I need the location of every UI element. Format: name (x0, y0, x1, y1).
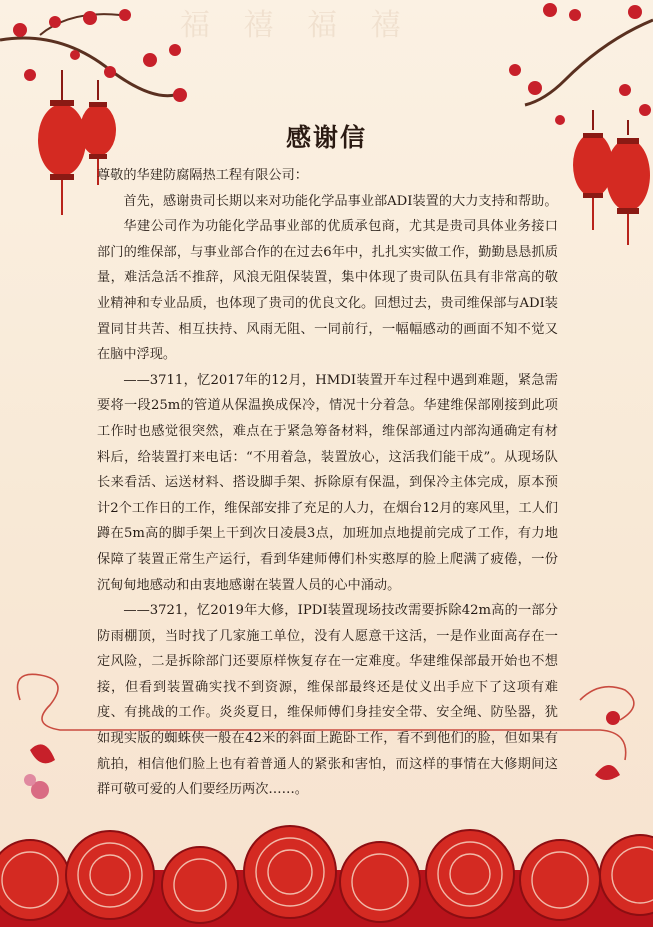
background-watermark: 福 禧 福 禧 (180, 8, 413, 43)
ribbon-swirl-decoration-icon (0, 660, 653, 800)
salutation: 尊敬的华建防腐隔热工程有限公司： (97, 168, 308, 183)
paragraph: ——3721，忆2019年大修，IPDI装置现场技改需要拆除42m高的一部分防雨棚顶，当时找了几家施工单位，没有人愿意干这活，一是作业面高存在一定风险，二是拆除部门还要原样恢复存在一定难度。华建维保部最开始也不想接，但看到装置确实找不到资源，维保部最终还是仗义出手应下了这项有难度、有挑战的工作。炎炎夏日，维保师傅们身挂安全带、安全绳、防坠器，犹如现实版的蜘蛛侠一般在42米的斜面上跪卧工作，看不到他们的脸，但如果有航拍，相信他们脸上也有着普通人的紧张和害怕，而这样的事情在大修期间这群可敬可爱的人们要经历两次……。 (97, 603, 558, 798)
paragraph: 华建公司作为功能化学品事业部的优质承包商，尤其是贵司具体业务接口部门的维保部，与事业部合作的在过去6年中，扎扎实实做工作，勤勤恳恳抓质量，难活急活不推辞，风浪无阻保装置，集中体现了贵司队伍具有非常高的敬业精神和专业品质，也体现了贵司的优良文化。回想过去，贵司维保部与ADI装置同甘共苦、相互扶持、风雨无阻、一同前行，一幅幅感动的画面不知不觉又在脑中浮现。 (97, 219, 558, 363)
page-title: 感谢信 (285, 123, 367, 152)
paragraph: ——3711，忆2017年的12月，HMDI装置开车过程中遇到难题，紧急需要将一段25m的管道从保温换成保冷，情况十分着急。华建维保部刚接到此项工作时也感觉很突然，难点在于紧急筹备材料，维保部通过内部沟通确定有材料后，给装置打来电话：“不用着急，装置放心，这活我们能干成”。从现场队长来看活、运送材料、搭设脚手架、拆除原有保温，到保冷主体完成，原本预计2个工作日的工作，维保部安排了充足的人力，在烟台12月的寒风里，工人们蹲在5m高的脚手架上干到次日凌晨3点，加班加点地提前完成了工作，有力地保障了装置正常生产运行，看到华建师傅们朴实憨厚的脸上爬满了疲倦，一份沉甸甸地感动和由衷地感谢在装置人员的心中涌动。 (97, 372, 558, 593)
paragraph: 首先，感谢贵司长期以来对功能化学品事业部ADI装置的大力支持和帮助。 (123, 193, 558, 209)
auspicious-clouds-footer-icon (0, 820, 653, 927)
